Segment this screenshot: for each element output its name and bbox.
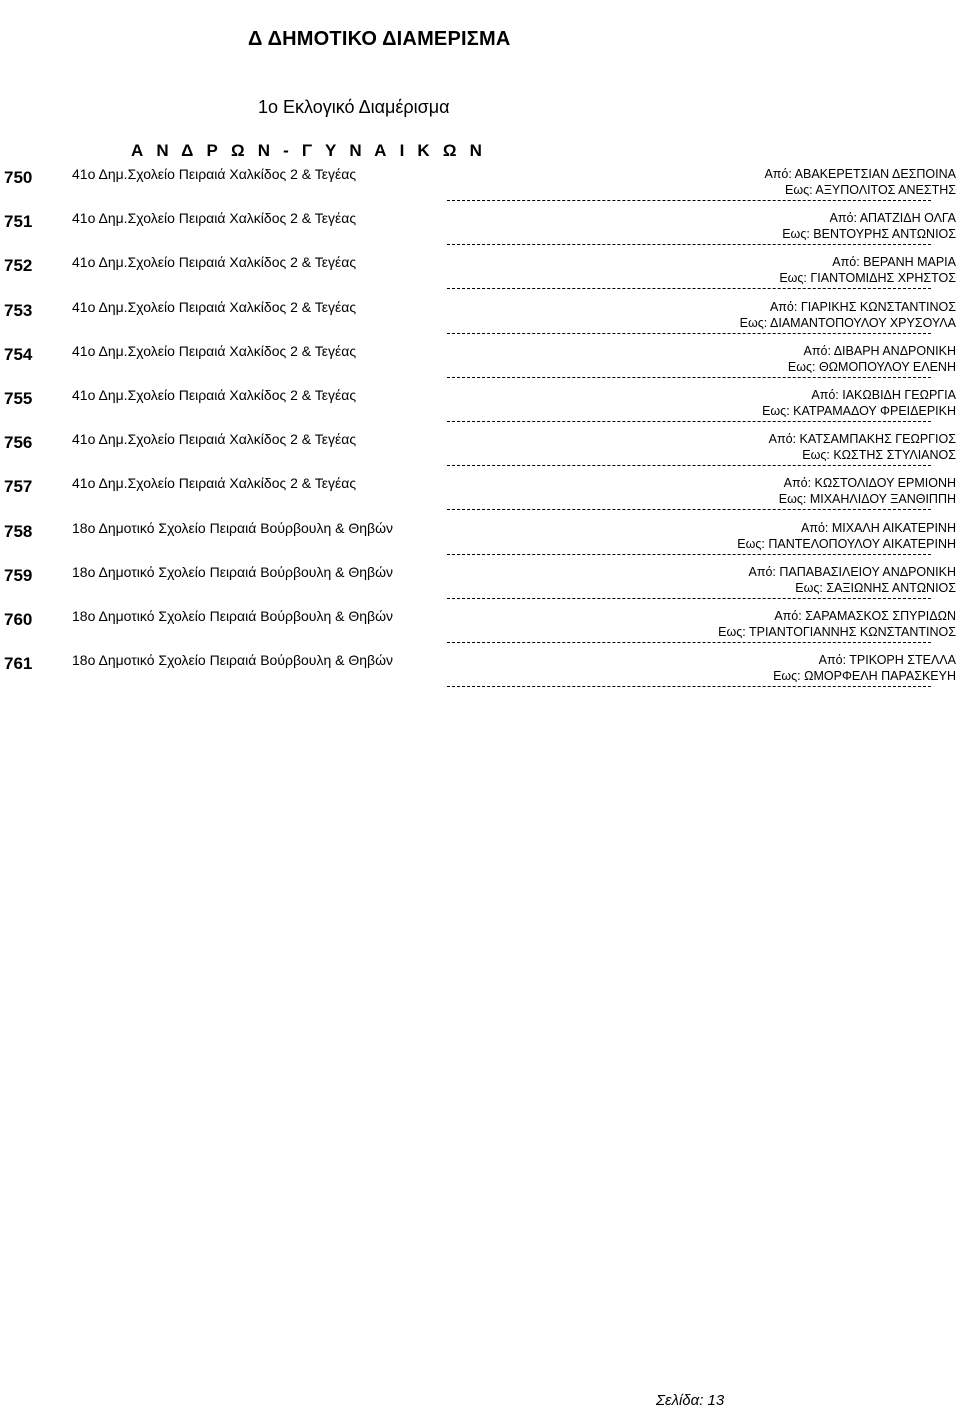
list-item bbox=[0, 384, 960, 428]
range-to: Εως: ΓΙΑΝΤΟΜΙΔΗΣ ΧΡΗΣΤΟΣ bbox=[779, 271, 956, 286]
school-address: 18ο Δημοτικό Σχολείο Πειραιά Βούρβουλη & Θηβών bbox=[72, 519, 394, 536]
surname-range bbox=[782, 210, 956, 242]
dashed-separator bbox=[447, 288, 931, 289]
school-address: 18ο Δημοτικό Σχολείο Πειραιά Βούρβουλη & Θηβών bbox=[72, 607, 394, 624]
range-from: Από: ΣΑΡΑΜΑΣΚΟΣ ΣΠΥΡΙΔΩΝ bbox=[774, 608, 956, 623]
range-from: Από: ΜΙΧΑΛΗ ΑΙΚΑΤΕΡΙΝΗ bbox=[801, 520, 956, 535]
range-to: Εως: ΒΕΝΤΟΥΡΗΣ ΑΝΤΩΝΙΟΣ bbox=[782, 227, 956, 242]
surname-range bbox=[737, 520, 956, 552]
range-from: Από: ΓΙΑΡΙΚΗΣ ΚΩΝΣΤΑΝΤΙΝΟΣ bbox=[769, 299, 956, 314]
dashed-separator bbox=[447, 200, 931, 201]
dashed-separator bbox=[447, 333, 931, 334]
station-number: 757 bbox=[4, 477, 33, 497]
surname-range bbox=[779, 475, 956, 507]
range-to: Εως: ΠΑΝΤΕΛΟΠΟΥΛΟΥ ΑΙΚΑΤΕΡΙΝΗ bbox=[737, 536, 956, 551]
list-item bbox=[0, 605, 960, 649]
dashed-separator bbox=[447, 509, 931, 510]
school-address: 18ο Δημοτικό Σχολείο Πειραιά Βούρβουλη & Θηβών bbox=[72, 652, 394, 669]
range-to: Εως: ΩΜΟΡΦΕΛΗ ΠΑΡΑΣΚΕΥΗ bbox=[773, 669, 956, 684]
range-from: Από: ΑΒΑΚΕΡΕΤΣΙΑΝ ΔΕΣΠΟΙΝΑ bbox=[764, 167, 956, 181]
dashed-separator bbox=[447, 598, 931, 599]
surname-range bbox=[764, 166, 956, 198]
station-number: 761 bbox=[4, 654, 33, 674]
dashed-separator bbox=[447, 244, 931, 245]
school-address: 41ο Δημ.Σχολείο Πειραιά Χαλκίδος 2 & Τεγέας bbox=[72, 298, 357, 315]
gender-heading: Α Ν Δ Ρ Ω Ν - Γ Υ Ν Α Ι Κ Ω Ν bbox=[131, 141, 487, 160]
range-to: Εως: ΑΞΥΠΟΛΙΤΟΣ ΑΝΕΣΤΗΣ bbox=[785, 183, 956, 197]
list-item bbox=[0, 472, 960, 516]
station-number: 753 bbox=[4, 300, 33, 320]
dashed-separator bbox=[447, 377, 931, 378]
list-item bbox=[0, 163, 960, 207]
station-number: 754 bbox=[4, 344, 33, 364]
list-item bbox=[0, 251, 960, 295]
school-address: 41ο Δημ.Σχολείο Πειραιά Χαλκίδος 2 & Τεγέας bbox=[72, 166, 357, 182]
station-number: 759 bbox=[4, 565, 33, 585]
surname-range bbox=[788, 343, 956, 375]
range-to: Εως: ΘΩΜΟΠΟΥΛΟΥ ΕΛΕΝΗ bbox=[787, 359, 956, 374]
station-number: 752 bbox=[4, 256, 33, 276]
school-address: 41ο Δημ.Σχολείο Πειραιά Χαλκίδος 2 & Τεγέας bbox=[72, 210, 357, 227]
range-to: Εως: ΚΩΣΤΗΣ ΣΤΥΛΙΑΝΟΣ bbox=[802, 448, 956, 463]
list-item bbox=[0, 340, 960, 384]
list-item bbox=[0, 561, 960, 605]
page-title: Δ ΔΗΜΟΤΙΚΟ ΔΙΑΜΕΡΙΣΜΑ bbox=[248, 28, 511, 50]
polling-station-list bbox=[0, 163, 960, 693]
school-address: 41ο Δημ.Σχολείο Πειραιά Χαλκίδος 2 & Τεγέας bbox=[72, 342, 357, 359]
surname-range bbox=[749, 564, 956, 596]
range-to: Εως: ΤΡΙΑΝΤΟΓΙΑΝΝΗΣ ΚΩΝΣΤΑΝΤΙΝΟΣ bbox=[718, 624, 956, 639]
surname-range bbox=[718, 608, 956, 640]
surname-range bbox=[740, 299, 956, 331]
school-address: 18ο Δημοτικό Σχολείο Πειραιά Βούρβουλη & Θηβών bbox=[72, 563, 394, 580]
station-number: 755 bbox=[4, 388, 33, 408]
surname-range bbox=[779, 254, 956, 286]
school-address: 41ο Δημ.Σχολείο Πειραιά Χαλκίδος 2 & Τεγέας bbox=[72, 475, 357, 492]
surname-range bbox=[762, 387, 956, 419]
station-number: 751 bbox=[4, 212, 33, 232]
range-from: Από: ΙΑΚΩΒΙΔΗ ΓΕΩΡΓΙΑ bbox=[811, 387, 956, 402]
range-from: Από: ΑΠΑΤΖΙΔΗ ΟΛΓΑ bbox=[829, 211, 956, 226]
dashed-separator bbox=[447, 554, 931, 555]
list-item bbox=[0, 207, 960, 251]
range-to: Εως: ΚΑΤΡΑΜΑΔΟΥ ΦΡΕΙΔΕΡΙΚΗ bbox=[762, 403, 956, 418]
list-item bbox=[0, 428, 960, 472]
dashed-separator bbox=[447, 465, 931, 466]
range-to: Εως: ΜΙΧΑΗΛΙΔΟΥ ΞΑΝΘΙΠΠΗ bbox=[778, 492, 956, 507]
station-number: 760 bbox=[4, 609, 33, 629]
station-number: 750 bbox=[4, 168, 33, 187]
dashed-separator bbox=[447, 686, 931, 687]
range-from: Από: ΒΕΡΑΝΗ ΜΑΡΙΑ bbox=[832, 255, 956, 270]
range-to: Εως: ΔΙΑΜΑΝΤΟΠΟΥΛΟΥ ΧΡΥΣΟΥΛΑ bbox=[739, 315, 956, 330]
range-to: Εως: ΣΑΞΙΩΝΗΣ ΑΝΤΩΝΙΟΣ bbox=[795, 580, 956, 595]
district-subtitle: 1ο Εκλογικό Διαμέρισμα bbox=[258, 97, 450, 117]
school-address: 41ο Δημ.Σχολείο Πειραιά Χαλκίδος 2 & Τεγέας bbox=[72, 431, 357, 448]
school-address: 41ο Δημ.Σχολείο Πειραιά Χαλκίδος 2 & Τεγέας bbox=[72, 254, 357, 271]
list-item bbox=[0, 517, 960, 561]
station-number: 758 bbox=[4, 521, 33, 541]
dashed-separator bbox=[447, 421, 931, 422]
range-from: Από: ΠΑΠΑΒΑΣΙΛΕΙΟΥ ΑΝΔΡΟΝΙΚΗ bbox=[748, 564, 956, 579]
range-from: Από: ΔΙΒΑΡΗ ΑΝΔΡΟΝΙΚΗ bbox=[803, 343, 956, 358]
school-address: 41ο Δημ.Σχολείο Πειραιά Χαλκίδος 2 & Τεγέας bbox=[72, 386, 357, 403]
surname-range bbox=[769, 431, 956, 463]
station-number: 756 bbox=[4, 433, 33, 453]
list-item bbox=[0, 296, 960, 340]
list-item bbox=[0, 649, 960, 693]
range-from: Από: ΚΩΣΤΟΛΙΔΟΥ ΕΡΜΙΟΝΗ bbox=[783, 476, 956, 491]
dashed-separator bbox=[447, 642, 931, 643]
surname-range bbox=[773, 652, 956, 684]
page-number: Σελίδα: 13 bbox=[656, 1392, 725, 1409]
range-from: Από: ΚΑΤΣΑΜΠΑΚΗΣ ΓΕΩΡΓΙΟΣ bbox=[768, 432, 956, 447]
range-from: Από: ΤΡΙΚΟΡΗ ΣΤΕΛΛΑ bbox=[818, 653, 956, 668]
